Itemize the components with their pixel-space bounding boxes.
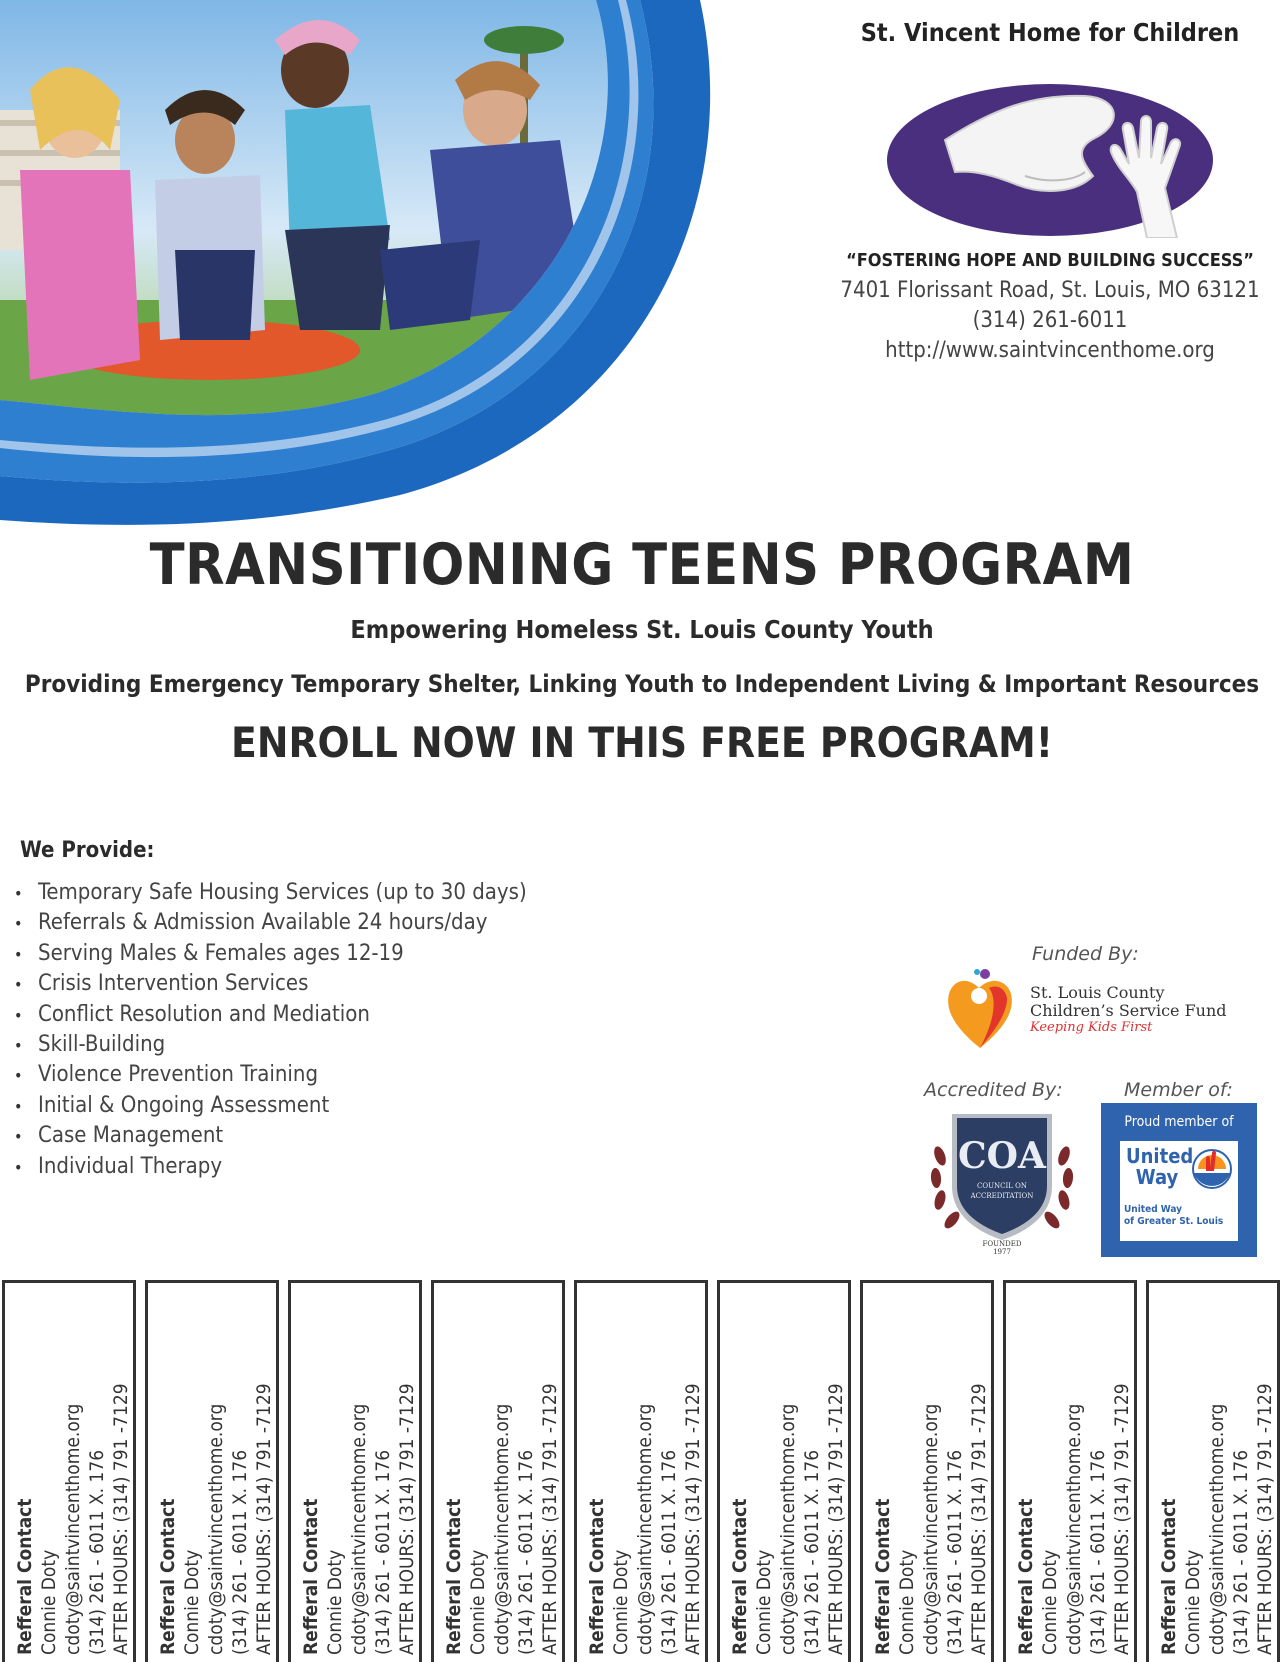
referral-name: Connie Doty [753,1549,775,1655]
services-list [14,878,527,1182]
reaching-hands-logo [885,80,1215,238]
referral-after-hours: AFTER HOURS: (314) 791 -7129 [682,1383,704,1655]
referral-after-hours: AFTER HOURS: (314) 791 -7129 [539,1383,561,1655]
referral-email: cdoty@saintvincenthome.org [62,1403,84,1655]
referral-name: Connie Doty [38,1549,60,1655]
bullet-icon: • [14,1127,23,1147]
funded-by-label: Funded By: [1032,943,1139,965]
list-item: • Skill-Building [14,1030,527,1060]
referral-name: Connie Doty [896,1549,918,1655]
referral-phone: (314) 261 - 6011 X. 176 [372,1449,394,1655]
referral-phone: (314) 261 - 6011 X. 176 [658,1449,680,1655]
coa-accreditation-badge [922,1106,1082,1256]
referral-name: Connie Doty [467,1549,489,1655]
coa-line2: ACCREDITATION [970,1192,1034,1200]
referral-heading: Refferal Contact [300,1498,322,1655]
referral-phone: (314) 261 - 6011 X. 176 [229,1449,251,1655]
referral-email: cdoty@saintvincenthome.org [920,1403,942,1655]
coa-founded: FOUNDED [982,1240,1022,1248]
list-item: • Conflict Resolution and Mediation [14,1000,527,1030]
referral-heading: Refferal Contact [157,1498,179,1655]
bullet-icon: • [14,1157,23,1177]
organization-address: 7401 Florissant Road, St. Louis, MO 63121 [840,278,1260,303]
bullet-icon: • [14,914,23,934]
program-title: TRANSITIONING TEENS PROGRAM [149,532,1135,598]
bullet-icon: • [14,1066,23,1086]
referral-after-hours: AFTER HOURS: (314) 791 -7129 [1111,1383,1133,1655]
referral-tab[interactable] [431,1280,565,1662]
referral-email: cdoty@saintvincenthome.org [491,1403,513,1655]
referral-phone: (314) 261 - 6011 X. 176 [1087,1449,1109,1655]
referral-phone: (314) 261 - 6011 X. 176 [944,1449,966,1655]
list-item: • Case Management [14,1121,527,1151]
referral-heading: Refferal Contact [1015,1498,1037,1655]
referral-name: Connie Doty [610,1549,632,1655]
referral-email: cdoty@saintvincenthome.org [1206,1403,1228,1655]
bullet-icon: • [14,1035,23,1055]
referral-tab[interactable] [2,1280,136,1662]
coa-year: 1977 [993,1248,1011,1256]
referral-phone: (314) 261 - 6011 X. 176 [515,1449,537,1655]
referral-name: Connie Doty [324,1549,346,1655]
referral-name: Connie Doty [1182,1549,1204,1655]
referral-heading: Refferal Contact [14,1498,36,1655]
coa-line1: COUNCIL ON [977,1182,1027,1190]
list-item: • Serving Males & Females ages 12-19 [14,939,527,969]
referral-phone: (314) 261 - 6011 X. 176 [1230,1449,1252,1655]
referral-tab[interactable] [1146,1280,1280,1662]
referral-after-hours: AFTER HOURS: (314) 791 -7129 [825,1383,847,1655]
referral-heading: Refferal Contact [872,1498,894,1655]
united-way-name: United Way [1126,1144,1194,1189]
referral-after-hours: AFTER HOURS: (314) 791 -7129 [253,1383,275,1655]
bullet-icon: • [14,1005,23,1025]
referral-email: cdoty@saintvincenthome.org [1063,1403,1085,1655]
united-way-proud: Proud member of [1124,1114,1234,1130]
list-item: • Initial & Ongoing Assessment [14,1091,527,1121]
united-way-subtitle: United Way of Greater St. Louis [1124,1204,1224,1227]
referral-email: cdoty@saintvincenthome.org [205,1403,227,1655]
referral-name: Connie Doty [181,1549,203,1655]
list-item: • Temporary Safe Housing Services (up to 30 days) [14,878,527,908]
referral-phone: (314) 261 - 6011 X. 176 [801,1449,823,1655]
program-subtitle: Empowering Homeless St. Louis County Youth [350,615,934,644]
referral-heading: Refferal Contact [729,1498,751,1655]
accredited-by-label: Accredited By: [924,1079,1063,1101]
funder-name-line2: Children’s Service Fund [1030,1001,1227,1020]
organization-name: St. Vincent Home for Children [860,18,1240,47]
referral-tab[interactable] [1003,1280,1137,1662]
bullet-icon: • [14,1096,23,1116]
program-description: Providing Emergency Temporary Shelter, Linking Youth to Independent Living & Important Resources [24,670,1260,698]
enroll-call-to-action: ENROLL NOW IN THIS FREE PROGRAM! [231,718,1053,767]
list-item: • Violence Prevention Training [14,1060,527,1090]
funder-name-line1: St. Louis County [1030,983,1165,1002]
referral-tab[interactable] [574,1280,708,1662]
united-way-hand-icon [1192,1147,1232,1191]
list-item: • Referrals & Admission Available 24 hours/day [14,908,527,938]
referral-tab[interactable] [860,1280,994,1662]
united-way-badge [1101,1103,1257,1257]
referral-tab[interactable] [717,1280,851,1662]
bullet-icon: • [14,975,23,995]
coa-text: COA [958,1135,1046,1177]
referral-after-hours: AFTER HOURS: (314) 791 -7129 [110,1383,132,1655]
referral-after-hours: AFTER HOURS: (314) 791 -7129 [1254,1383,1276,1655]
referral-email: cdoty@saintvincenthome.org [634,1403,656,1655]
organization-phone: (314) 261-6011 [972,308,1128,333]
referral-email: cdoty@saintvincenthome.org [348,1403,370,1655]
list-item: • Individual Therapy [14,1152,527,1182]
referral-heading: Refferal Contact [586,1498,608,1655]
referral-email: cdoty@saintvincenthome.org [777,1403,799,1655]
united-way-box [1120,1141,1238,1241]
referral-tab[interactable] [145,1280,279,1662]
referral-name: Connie Doty [1039,1549,1061,1655]
referral-phone: (314) 261 - 6011 X. 176 [86,1449,108,1655]
referral-after-hours: AFTER HOURS: (314) 791 -7129 [968,1383,990,1655]
referral-tab[interactable] [288,1280,422,1662]
referral-after-hours: AFTER HOURS: (314) 791 -7129 [396,1383,418,1655]
organization-tagline: “FOSTERING HOPE AND BUILDING SUCCESS” [846,250,1254,271]
hero-photo [0,0,760,530]
list-item: • Crisis Intervention Services [14,969,527,999]
bullet-icon: • [14,944,23,964]
member-of-label: Member of: [1124,1079,1233,1101]
referral-heading: Refferal Contact [1158,1498,1180,1655]
referral-heading: Refferal Contact [443,1498,465,1655]
services-heading: We Provide: [20,838,155,863]
bullet-icon: • [14,884,23,903]
organization-website: http://www.saintvincenthome.org [885,338,1215,363]
childrens-service-fund-logo [945,968,1015,1050]
funder-tagline: Keeping Kids First [1030,1020,1153,1035]
